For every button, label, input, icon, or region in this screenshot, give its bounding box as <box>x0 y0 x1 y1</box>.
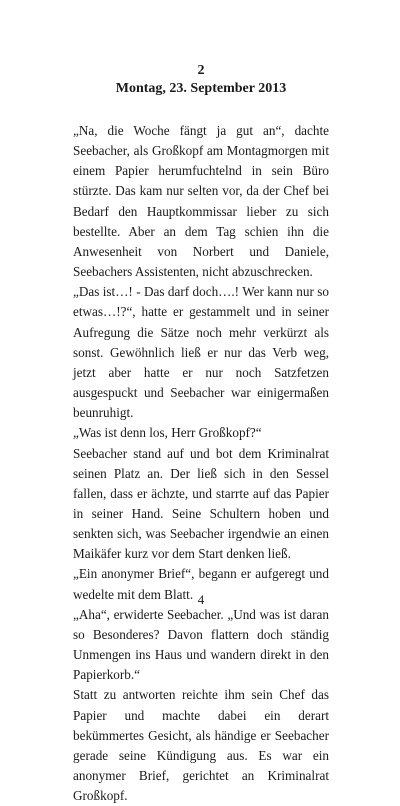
chapter-number: 2 <box>197 63 205 78</box>
paragraph: Statt zu antworten reichte ihm sein Chef das Papier und machte dabei ein derart bekümmertes Gesicht, als händige er Seebacher gerade seine Kündigung aus. Es war ein anonymer Brief, gerichtet an Kriminalrat Großkopf. <box>73 687 329 804</box>
paragraph: Seebacher stand auf und bot dem Kriminalrat seinen Platz an. Der ließ sich in den Sessel fallen, dass er ächzte, und starrte auf das Papier in seiner Hand. Seine Schultern hoben und senkten sich, was Seebacher irgendwie an einen Maikäfer kurz vor dem Start denken ließ. <box>73 445 329 562</box>
paragraph: „Na, die Woche fängt ja gut an“, dachte Seebacher, als Großkopf am Montagmorgen mit einem Papier herumfuchtelnd in sein Büro stürzte. Das kam nur selten vor, da der Chef bei Bedarf den Hauptkommissar lieber zu sich bestellte. Aber an dem Tag schien ihn die Anwesenheit von Norbert und Daniele, Seebachers Assistenten, nicht abzuschrecken. <box>73 123 329 280</box>
paragraph: „Aha“, erwiderte Seebacher. „Und was ist daran so Besonderes? Davon flattern doch ständig Unmengen ins Haus und wandern direkt in den Papierkorb.“ <box>73 606 329 683</box>
paragraph: „Ein anonymer Brief“, begann er aufgeregt und wedelte mit dem Blatt. <box>73 566 329 602</box>
chapter-body <box>73 121 329 806</box>
page-number: 4 <box>197 592 205 607</box>
chapter-date-heading: Montag, 23. September 2013 <box>115 81 287 96</box>
paragraph: „Was ist denn los, Herr Großkopf?“ <box>73 425 262 441</box>
paragraph: „Das ist…! - Das darf doch….! Wer kann nur so etwas…!?“, hatte er gestammelt und in seiner Aufregung die Sätze noch mehr verkürzt als sonst. Gewöhnlich ließ er nur das Verb weg, jetzt aber hatte er nur noch Satzfetzen ausgespuckt und Seebacher war einigermaßen beunruhigt. <box>73 284 329 421</box>
